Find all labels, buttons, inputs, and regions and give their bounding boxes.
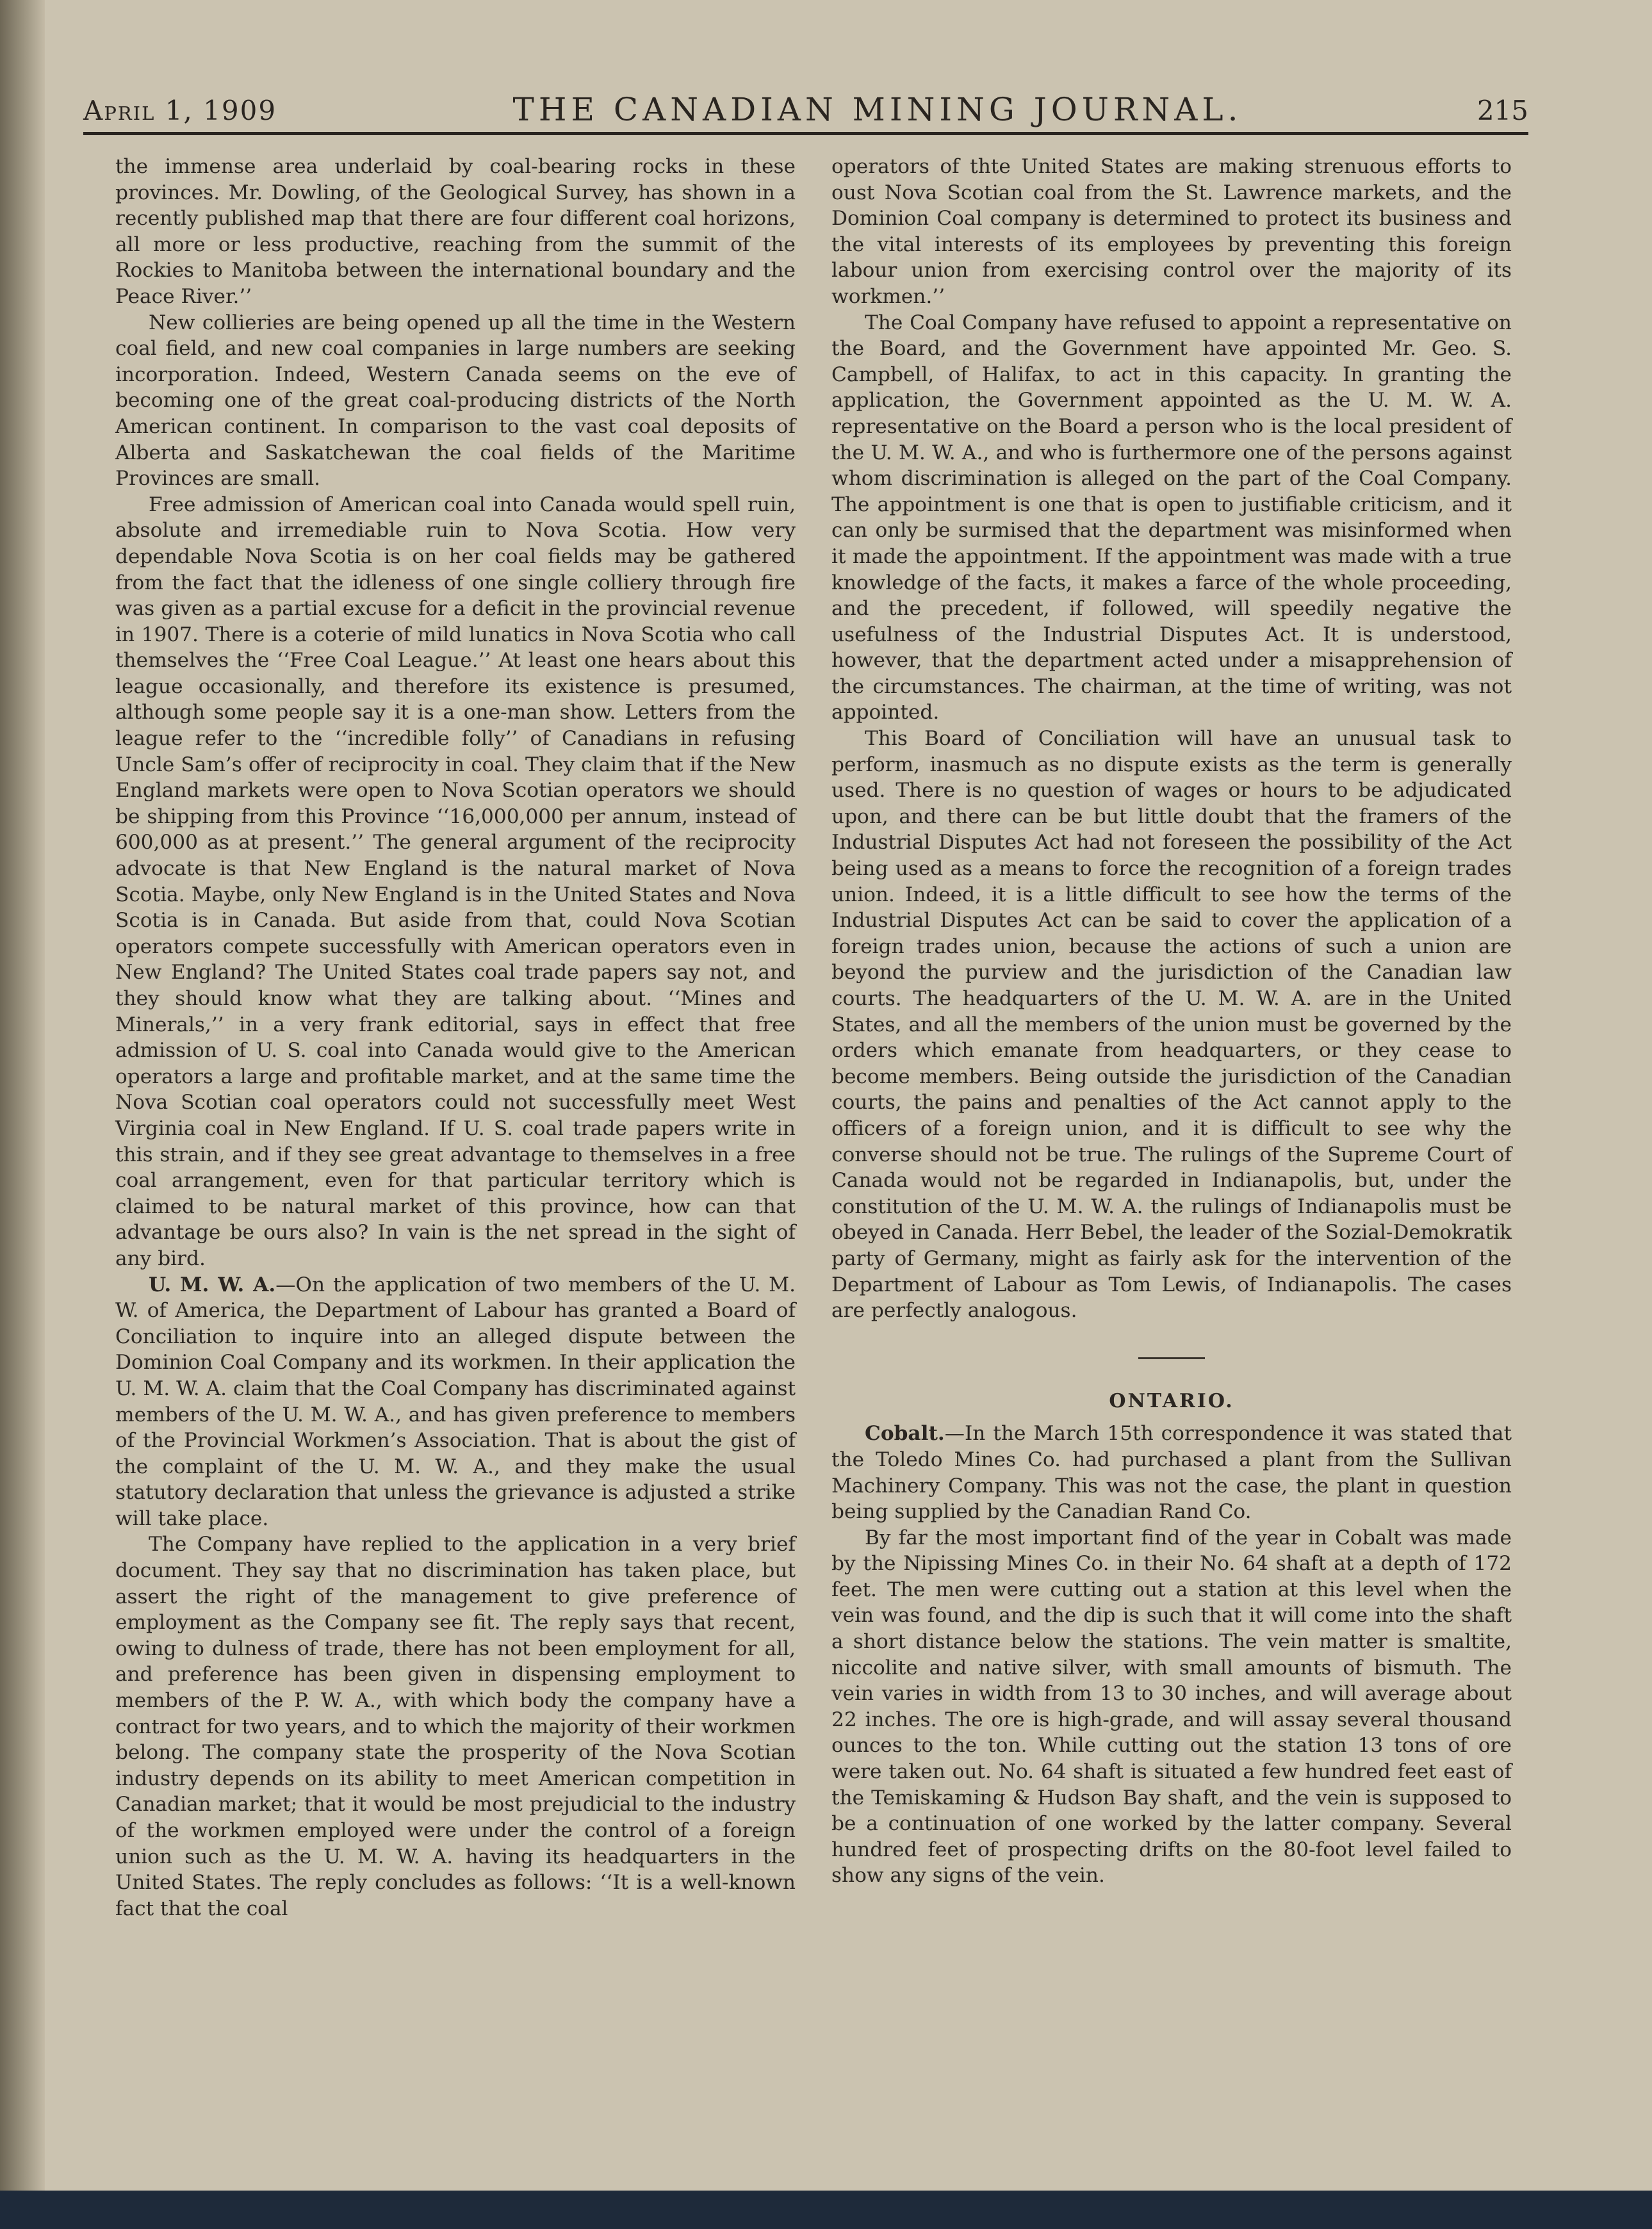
paragraph: operators of thte United States are making strenuous efforts to oust Nova Scotian coal from the St. Lawrence markets, and the Dominion Coal company is determined to protect its business and the vital interests of its employees by preventing this foreign labour union from exercising control over the majority of its workmen.’’ xyxy=(831,155,1512,308)
paragraph-cobalt xyxy=(831,1421,1512,1524)
run-in-heading: U. M. W. A. xyxy=(149,1273,276,1296)
run-in-heading: Cobalt. xyxy=(865,1422,945,1446)
paragraph: Free admission of American coal into Canada would spell ruin, absolute and irremediable ruin to Nova Scotia. How very dependable Nova Scotia is on her coal fields may be gathered from the fact that the idleness of one single colliery through fire was given as a partial excuse for a deficit in the provincial revenue in 1907. There is a coterie of mild lunatics in Nova Scotia who call themselves the ‘‘Free Coal League.’’ At least one hears about this league occasionally, and therefore its existence is presumed, although some people say it is a one-man show. Letters from the league refer to the ‘‘incredible folly’’ of Canadians in refusing Uncle Sam’s offer of reciprocity in coal. They claim that if the New England markets were open to Nova Scotian operators we should be shipping from this Province ‘‘16,000,000 per annum, instead of 600,000 as at present.’’ The general argument of the reciprocity advocate is that New England is the natural market of Nova Scotia. Maybe, only New England is in the United States and Nova Scotia is in Canada. But aside from that, could Nova Scotian operators compete successfully with American operators even in New England? The United States coal trade papers say not, and they should know what they are talking about. ‘‘Mines and Minerals,’’ in a very frank editorial, says in effect that free admission of U. S. coal into Canada would give to the American operators a large and profitable market, and at the same time the Nova Scotian coal operators could not successfully meet West Virginia coal in New England. If U. S. coal trade papers write in this strain, and if they see great advantage to themselves in a free coal arrangement, even for that particular territory which is claimed to be natural market of this province, how can that advantage be ours also? In vain is the net spread in the sight of any bird. xyxy=(115,493,796,1270)
paragraph: The Company have replied to the application in a very brief document. They say that no discrimination has taken place, but assert the right of the management to give preference of employment as the Company see fit. The reply says that recent, owing to dulness of trade, there has not been employment for all, and preference has been given in dispensing employment to members of the P. W. A., with which body the company have a contract for two years, and to which the majority of their workmen belong. The company state the prosperity of the Nova Scotian industry depends on its ability to meet American competition in Canadian market; that it would be most prejudicial to the industry of the workmen employed were under the control of a foreign union such as the U. M. W. A. having its headquarters in the United States. The reply concludes as follows: ‘‘It is a well-known fact that the coal xyxy=(115,1533,796,1920)
paragraph-umwa xyxy=(115,1272,796,1532)
section-heading: ONTARIO. xyxy=(1109,1389,1234,1412)
scan-bottom-edge xyxy=(0,2191,1652,2229)
running-header xyxy=(83,82,1528,133)
header-rule xyxy=(83,132,1528,135)
paragraph: the immense area underlaid by coal-bearing rocks in these provinces. Mr. Dowling, of the Geological Survey, has shown in a recently published map that there are four different coal horizons, all more or less productive, reaching from the summit of the Rockies to Manitoba between the international boundary and the Peace River.’’ xyxy=(115,155,796,308)
paragraph-text: —On the application of two members of the U. M. W. of America, the Department of Labour has granted a Board of Conciliation to inquire into an alleged dispute between the Dominion Coal Company and its workmen. In their application the U. M. W. A. claim that the Coal Company has discriminated against members of the U. M. W. A., and has given preference to members of the Provincial Workmen’s Association. That is about the gist of the complaint of the U. M. W. A., and they make the usual statutory declaration that unless the grievance is adjusted a strike will take place. xyxy=(115,1273,796,1530)
paragraph: The Coal Company have refused to appoint a representative on the Board, and the Government have appointed Mr. Geo. S. Campbell, of Halifax, to act in this capacity. In granting the application, the Government appointed as the U. M. W. A. representative on the Board a person who is the local president of the U. M. W. A., and who is furthermore one of the persons against whom discrimination is alleged on the part of the Coal Company. The appointment is one that is open to justifiable criticism, and it can only be surmised that the department was misinformed when it made the appointment. If the appointment was made with a true knowledge of the facts, it makes a farce of the whole proceeding, and the precedent, if followed, will speedily negative the usefulness of the Industrial Disputes Act. It is understood, however, that the department acted under a misapprehension of the circumstances. The chairman, at the time of writing, was not appointed. xyxy=(831,311,1512,724)
right-column xyxy=(831,154,1512,1889)
paragraph-text: —In the March 15th correspondence it was stated that the Toledo Mines Co. had purchased a plant from the Sullivan Machinery Company. This was not the case, the plant in question being supplied by the Canadian Rand Co. xyxy=(831,1422,1512,1524)
paragraph: This Board of Conciliation will have an unusual task to perform, inasmuch as no dispute exists as the term is generally used. There is no question of wages or hours to be adjudicated upon, and there can be but little doubt that the framers of the Industrial Disputes Act had not foreseen the possibility of the Act being used as a means to force the recognition of a foreign trades union. Indeed, it is a little difficult to see how the terms of the Industrial Disputes Act can be said to cover the application of a foreign trades union, because the actions of such a union are beyond the purview and the jurisdiction of the Canadian law courts. The headquarters of the U. M. W. A. are in the United States, and all the members of the union must be governed by the orders which emanate from headquarters, or they cease to become members. Being outside the jurisdiction of the Canadian courts, the pains and penalties of the Act cannot apply to the officers of a foreign union, and it is difficult to see why the converse should not be true. The rulings of the Supreme Court of Canada would not be regarded in Indianapolis, but, under the constitution of the U. M. W. A. the rulings of Indianapolis must be obeyed in Canada. Herr Bebel, the leader of the Sozial-Demokratik party of Germany, might as fairly ask for the intervention of the Department of Labour as Tom Lewis, of Indianapolis. The cases are perfectly analogous. xyxy=(831,727,1512,1323)
paragraph: New collieries are being opened up all the time in the Western coal field, and new coal companies in large numbers are seeking incorporation. Indeed, Western Canada seems on the eve of becoming one of the great coal-producing districts of the North American continent. In comparison to the vast coal deposits of Alberta and Saskatchewan the coal fields of the Maritime Provinces are small. xyxy=(115,311,796,491)
issue-date: April 1, 1909 xyxy=(83,95,277,126)
paragraph: By far the most important find of the year in Cobalt was made by the Nipissing Mines Co. in their No. 64 shaft at a depth of 172 feet. The men were cutting out a station at this level when the vein was found, and the dip is such that it will come into the shaft a short distance below the stations. The vein matter is smaltite, niccolite and native silver, with small amounts of bismuth. The vein varies in width from 13 to 30 inches, and will average about 22 inches. The ore is high-grade, and will assay several thousand ounces to the ton. While cutting out the station 13 tons of ore were taken out. No. 64 shaft is situated a few hundred feet east of the Temiskaming & Hudson Bay shaft, and the vein is supposed to be a continuation of one worked by the latter company. Several hundred feet of prospecting drifts on the 80-foot level failed to show any signs of the vein. xyxy=(831,1526,1512,1888)
book-spine-shadow xyxy=(0,0,45,2229)
journal-title: THE CANADIAN MINING JOURNAL. xyxy=(512,91,1243,128)
page-number: 215 xyxy=(1476,95,1528,126)
left-column xyxy=(115,154,796,1922)
section-divider xyxy=(1138,1357,1205,1359)
